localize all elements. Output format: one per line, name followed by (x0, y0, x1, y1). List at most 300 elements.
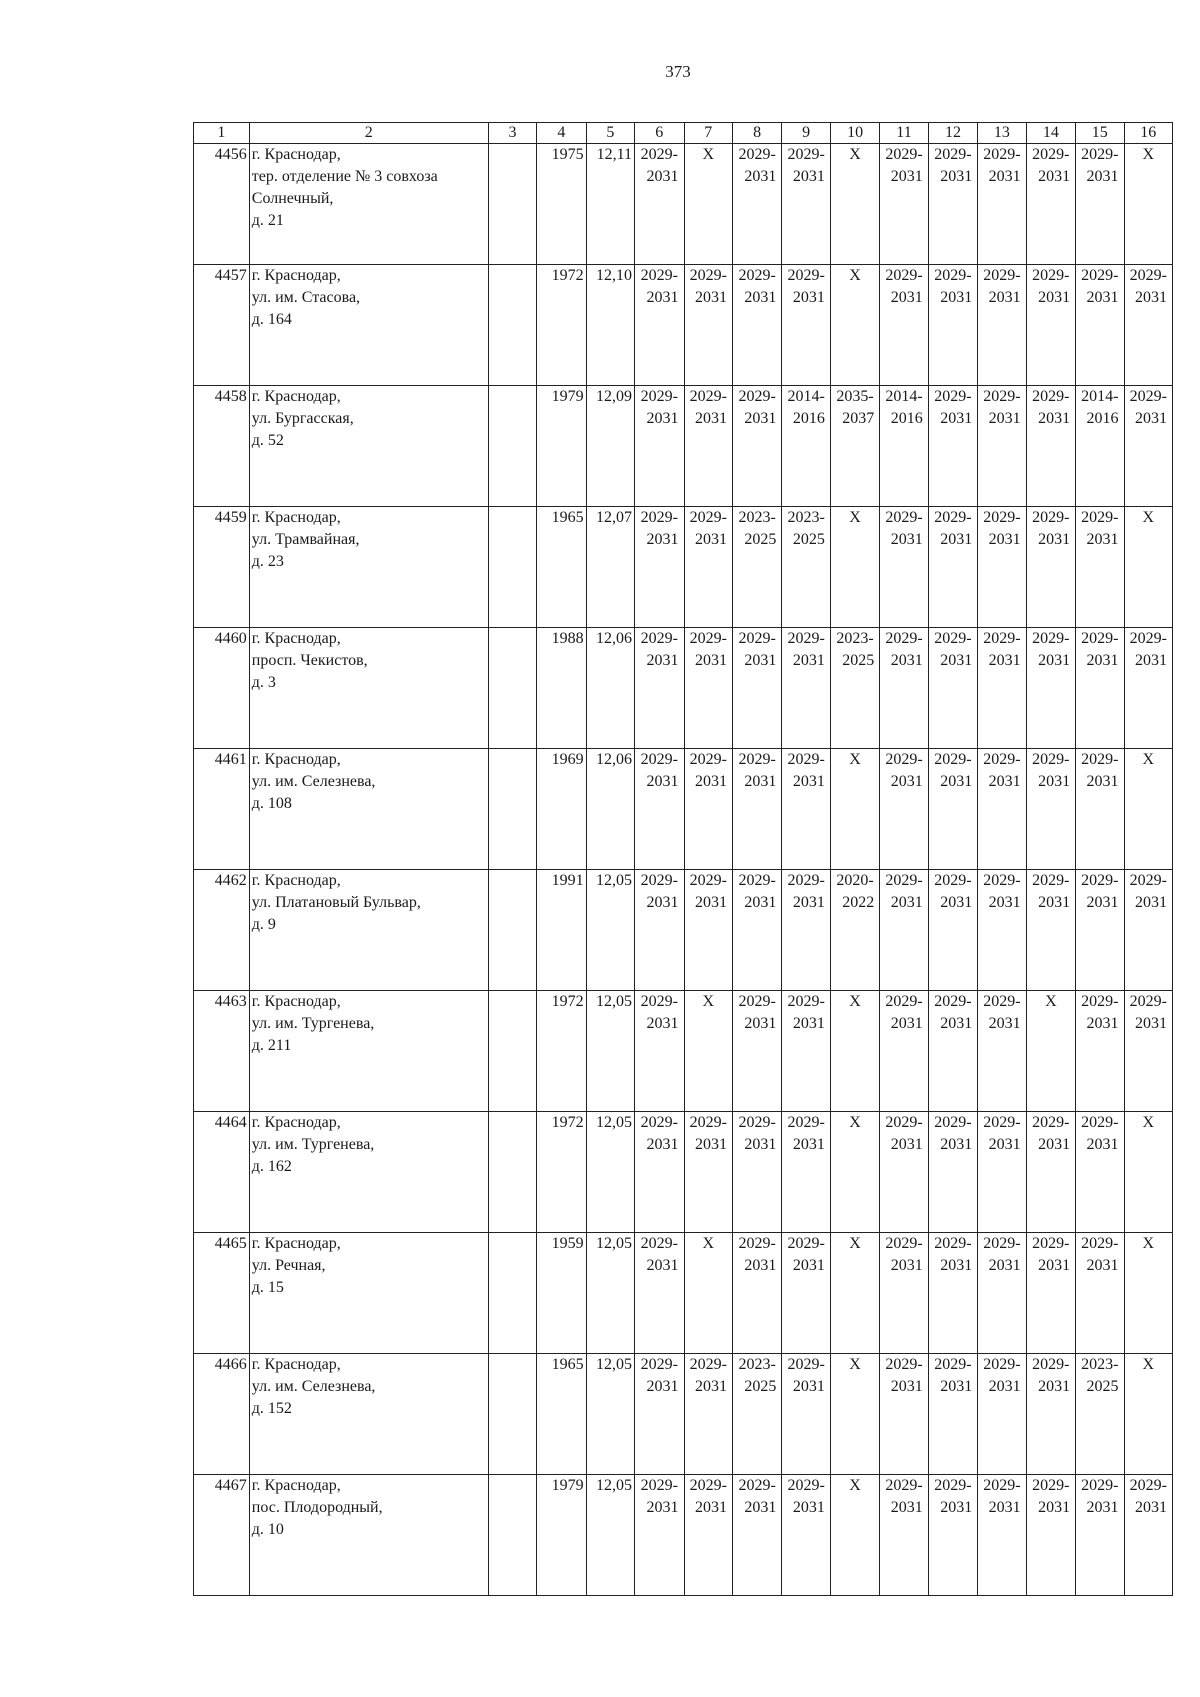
period-end: 2031 (646, 1378, 679, 1395)
period-cell (978, 870, 1026, 991)
period-cell (782, 1354, 830, 1475)
period-start: 2023- (738, 509, 776, 526)
period-cell (782, 265, 830, 386)
period-end: 2031 (744, 1499, 777, 1516)
period-start: 2029- (640, 872, 678, 889)
period-start: Х (849, 1477, 861, 1494)
address-line: д. 108 (251, 795, 292, 812)
period-end: 2031 (988, 1015, 1021, 1032)
row-number: 4463 (194, 991, 250, 1112)
address-line: г. Краснодар, (251, 388, 341, 405)
construction-year: 1972 (537, 991, 586, 1112)
period-end: 2031 (890, 894, 923, 911)
period-cell (928, 628, 977, 749)
period-start: 2014- (1081, 388, 1119, 405)
value-cell: 12,05 (586, 1112, 634, 1233)
address-line: д. 9 (251, 916, 276, 933)
period-cell (1026, 386, 1075, 507)
period-end: 2016 (1086, 410, 1119, 427)
period-start: 2029- (983, 509, 1021, 526)
period-end: 2031 (1038, 1257, 1071, 1274)
period-cell (1026, 265, 1075, 386)
table-row (194, 991, 1173, 1112)
period-cell (732, 628, 781, 749)
period-start: 2029- (640, 388, 678, 405)
column-number-12: 12 (928, 123, 977, 144)
period-cell (1026, 507, 1075, 628)
value-cell: 12,05 (586, 870, 634, 991)
period-start: 2029- (1032, 1114, 1070, 1131)
address-line: Солнечный, (251, 190, 334, 207)
period-cell (1076, 991, 1124, 1112)
period-cell (732, 507, 781, 628)
period-cell (928, 1354, 977, 1475)
period-start: Х (1142, 1356, 1155, 1373)
column-number-16: 16 (1124, 123, 1173, 144)
period-start: 2029- (983, 267, 1021, 284)
period-end: 2031 (792, 1257, 825, 1274)
row-number: 4466 (194, 1354, 250, 1475)
period-end: 2031 (940, 894, 973, 911)
construction-year: 1972 (537, 1112, 586, 1233)
period-start: Х (849, 267, 861, 284)
table-row (194, 265, 1173, 386)
period-end: 2031 (988, 1499, 1021, 1516)
period-cell (732, 1112, 781, 1233)
table-row (194, 144, 1173, 265)
period-end: 2031 (890, 773, 923, 790)
period-cell (830, 1233, 879, 1354)
period-cell (830, 144, 879, 265)
period-end: 2031 (1038, 1136, 1071, 1153)
construction-year: 1979 (537, 386, 586, 507)
column-number-2: 2 (249, 123, 488, 144)
period-cell (1076, 386, 1124, 507)
period-start: 2029- (885, 751, 923, 768)
period-start: 2023- (738, 1356, 776, 1373)
period-start: 2029- (787, 872, 825, 889)
period-end: 2031 (1135, 894, 1167, 911)
period-cell (880, 749, 928, 870)
period-start: 2029- (640, 509, 678, 526)
value-cell: 12,05 (586, 1475, 634, 1596)
period-end: 2031 (792, 652, 825, 669)
period-cell (830, 507, 879, 628)
column-number-row (194, 123, 1173, 144)
column-number-8: 8 (732, 123, 781, 144)
period-cell (880, 265, 928, 386)
period-end: 2031 (792, 1499, 825, 1516)
construction-year: 1979 (537, 1475, 586, 1596)
period-start: 2029- (640, 1114, 678, 1131)
period-start: 2029- (689, 872, 727, 889)
period-start: 2029- (983, 146, 1021, 163)
period-cell (782, 507, 830, 628)
address-line: д. 152 (251, 1400, 292, 1417)
period-end: 2031 (940, 410, 973, 427)
period-start: 2029- (885, 146, 923, 163)
period-cell (684, 991, 732, 1112)
period-cell (1026, 1233, 1075, 1354)
column-3-cell (488, 507, 536, 628)
period-start: 2029- (1129, 267, 1167, 284)
period-start: 2029- (934, 751, 972, 768)
period-end: 2016 (792, 410, 825, 427)
period-start: 2029- (1081, 751, 1119, 768)
period-start: 2029- (1129, 630, 1167, 647)
period-end: 2031 (646, 410, 679, 427)
period-cell (684, 870, 732, 991)
period-cell (928, 870, 977, 991)
column-3-cell (488, 265, 536, 386)
period-start: 2035- (836, 388, 874, 405)
table-row (194, 1112, 1173, 1233)
period-end: 2031 (792, 168, 825, 185)
period-end: 2016 (890, 410, 923, 427)
address-cell (249, 386, 488, 507)
period-cell (782, 870, 830, 991)
period-cell (880, 1112, 928, 1233)
period-end: 2031 (1038, 894, 1071, 911)
column-number-3: 3 (488, 123, 536, 144)
address-line: д. 15 (251, 1279, 284, 1296)
address-line: д. 164 (251, 311, 292, 328)
period-end: 2031 (646, 894, 679, 911)
period-cell (635, 1233, 684, 1354)
period-cell (732, 749, 781, 870)
period-start: 2029- (640, 267, 678, 284)
period-cell (830, 1475, 879, 1596)
period-cell (1026, 144, 1075, 265)
period-cell (732, 1475, 781, 1596)
period-cell (635, 265, 684, 386)
period-end: 2031 (988, 1378, 1021, 1395)
period-end: 2031 (694, 1136, 727, 1153)
period-cell (978, 1354, 1026, 1475)
column-3-cell (488, 628, 536, 749)
period-start: 2029- (689, 388, 727, 405)
period-end: 2031 (694, 410, 727, 427)
period-cell (1076, 1112, 1124, 1233)
period-cell (830, 1112, 879, 1233)
period-end: 2037 (842, 410, 875, 427)
period-cell (1026, 628, 1075, 749)
period-start: 2029- (934, 630, 972, 647)
period-start: 2029- (934, 388, 972, 405)
period-end: 2031 (1086, 1257, 1119, 1274)
period-cell (978, 144, 1026, 265)
period-cell (684, 1475, 732, 1596)
period-cell (635, 1475, 684, 1596)
table-body (194, 144, 1173, 1596)
period-cell (732, 1233, 781, 1354)
period-end: 2031 (1038, 168, 1071, 185)
period-cell (928, 507, 977, 628)
period-end: 2031 (890, 289, 923, 306)
period-cell (684, 1233, 732, 1354)
row-number: 4460 (194, 628, 250, 749)
period-end: 2031 (940, 168, 973, 185)
address-line: г. Краснодар, (251, 1114, 341, 1131)
period-cell (782, 144, 830, 265)
period-cell (1076, 144, 1124, 265)
column-number-5: 5 (586, 123, 634, 144)
address-line: тер. отделение № 3 совхоза (251, 168, 438, 185)
period-start: 2029- (1032, 630, 1070, 647)
period-end: 2031 (1135, 410, 1167, 427)
period-start: 2029- (983, 751, 1021, 768)
period-start: 2029- (1081, 1477, 1119, 1494)
period-end: 2031 (694, 652, 727, 669)
period-cell (732, 386, 781, 507)
period-start: 2029- (738, 146, 776, 163)
period-cell (830, 265, 879, 386)
period-end: 2031 (744, 652, 777, 669)
row-number: 4467 (194, 1475, 250, 1596)
period-start: 2020- (836, 872, 874, 889)
period-cell (830, 1354, 879, 1475)
period-cell (684, 507, 732, 628)
column-3-cell (488, 1112, 536, 1233)
period-start: 2029- (934, 1356, 972, 1373)
period-end: 2031 (1135, 289, 1167, 306)
period-start: 2029- (689, 1477, 727, 1494)
period-cell (1026, 749, 1075, 870)
address-cell (249, 1112, 488, 1233)
period-cell (782, 1112, 830, 1233)
period-start: 2029- (1081, 872, 1119, 889)
address-line: г. Краснодар, (251, 751, 341, 768)
value-cell: 12,09 (586, 386, 634, 507)
period-start: 2029- (640, 751, 678, 768)
period-cell (1124, 144, 1173, 265)
period-cell (684, 144, 732, 265)
period-end: 2031 (694, 773, 727, 790)
period-end: 2031 (1086, 652, 1119, 669)
period-start: Х (849, 1114, 861, 1131)
period-cell (684, 265, 732, 386)
period-cell (684, 386, 732, 507)
period-cell (978, 1233, 1026, 1354)
period-start: 2029- (983, 1114, 1021, 1131)
period-start: 2029- (983, 993, 1021, 1010)
value-cell: 12,06 (586, 628, 634, 749)
row-number: 4461 (194, 749, 250, 870)
period-cell (1026, 1354, 1075, 1475)
period-cell (928, 1112, 977, 1233)
period-start: 2029- (1081, 509, 1119, 526)
period-start: 2029- (1081, 993, 1119, 1010)
period-start: 2029- (787, 1477, 825, 1494)
address-cell (249, 991, 488, 1112)
period-start: 2029- (1032, 388, 1070, 405)
period-end: 2031 (940, 289, 973, 306)
construction-year: 1969 (537, 749, 586, 870)
address-line: д. 162 (251, 1158, 292, 1175)
period-start: Х (849, 146, 861, 163)
period-cell (1076, 1354, 1124, 1475)
period-end: 2031 (940, 652, 973, 669)
period-cell (928, 144, 977, 265)
housing-register-table (193, 122, 1173, 1596)
address-line: ул. Трамвайная, (251, 531, 360, 548)
period-start: 2029- (640, 1356, 678, 1373)
period-start: 2029- (983, 1477, 1021, 1494)
period-cell (830, 628, 879, 749)
column-3-cell (488, 991, 536, 1112)
period-cell (782, 1475, 830, 1596)
period-end: 2031 (744, 894, 777, 911)
column-number-13: 13 (978, 123, 1026, 144)
row-number: 4464 (194, 1112, 250, 1233)
page-number: 373 (665, 62, 691, 81)
period-end: 2031 (792, 1136, 825, 1153)
address-line: ул. им. Тургенева, (251, 1136, 375, 1153)
period-end: 2031 (988, 894, 1021, 911)
period-start: 2029- (885, 1477, 923, 1494)
period-cell (635, 749, 684, 870)
address-line: д. 52 (251, 432, 284, 449)
value-cell: 12,05 (586, 991, 634, 1112)
period-end: 2031 (646, 773, 679, 790)
period-start: 2029- (1081, 630, 1119, 647)
period-start: Х (849, 751, 861, 768)
period-start: 2029- (640, 993, 678, 1010)
period-end: 2031 (940, 1499, 973, 1516)
period-end: 2031 (940, 1257, 973, 1274)
address-line: г. Краснодар, (251, 1477, 341, 1494)
period-start: Х (849, 993, 861, 1010)
period-start: 2029- (1032, 1477, 1070, 1494)
period-cell (1124, 1354, 1173, 1475)
table-row (194, 1475, 1173, 1596)
address-line: д. 23 (251, 553, 284, 570)
column-3-cell (488, 749, 536, 870)
period-end: 2031 (1135, 652, 1167, 669)
address-cell (249, 507, 488, 628)
column-3-cell (488, 870, 536, 991)
period-cell (880, 1233, 928, 1354)
period-cell (1124, 1233, 1173, 1354)
period-start: 2029- (738, 630, 776, 647)
period-end: 2031 (1038, 410, 1071, 427)
period-end: 2031 (940, 773, 973, 790)
period-start: 2029- (934, 872, 972, 889)
address-line: ул. Платановый Бульвар, (251, 894, 421, 911)
period-end: 2031 (940, 531, 973, 548)
row-number: 4457 (194, 265, 250, 386)
address-line: ул. Речная, (251, 1257, 326, 1274)
period-end: 2031 (1038, 1499, 1071, 1516)
address-line: г. Краснодар, (251, 146, 341, 163)
period-cell (1124, 1112, 1173, 1233)
period-start: 2029- (934, 993, 972, 1010)
period-start: Х (702, 993, 714, 1010)
period-cell (732, 1354, 781, 1475)
period-start: 2029- (885, 1235, 923, 1252)
period-end: 2025 (744, 1378, 777, 1395)
address-line: пос. Плодородный, (251, 1499, 383, 1516)
period-start: 2023- (1081, 1356, 1119, 1373)
period-end: 2025 (842, 652, 875, 669)
value-cell: 12,05 (586, 1233, 634, 1354)
address-line: ул. им. Селезнева, (251, 773, 376, 790)
column-number-15: 15 (1076, 123, 1124, 144)
column-number-4: 4 (537, 123, 586, 144)
period-cell (978, 1112, 1026, 1233)
period-start: 2029- (934, 1114, 972, 1131)
period-start: 2029- (885, 993, 923, 1010)
period-start: 2014- (787, 388, 825, 405)
period-end: 2031 (744, 1136, 777, 1153)
period-end: 2031 (988, 1257, 1021, 1274)
period-end: 2022 (842, 894, 875, 911)
period-cell (1076, 1475, 1124, 1596)
address-line: ул. Бургасская, (251, 410, 354, 427)
period-cell (732, 144, 781, 265)
period-start: 2029- (1081, 267, 1119, 284)
period-cell (782, 1233, 830, 1354)
period-cell (978, 507, 1026, 628)
table-row (194, 870, 1173, 991)
period-start: Х (702, 146, 714, 163)
period-end: 2031 (694, 1378, 727, 1395)
period-start: 2029- (885, 267, 923, 284)
address-cell (249, 265, 488, 386)
address-line: г. Краснодар, (251, 1235, 341, 1252)
period-end: 2031 (1086, 168, 1119, 185)
period-start: Х (1045, 993, 1057, 1010)
period-end: 2031 (890, 1257, 923, 1274)
period-start: 2029- (787, 267, 825, 284)
period-end: 2031 (646, 1015, 679, 1032)
address-cell (249, 870, 488, 991)
period-end: 2031 (940, 1015, 973, 1032)
period-cell (1026, 870, 1075, 991)
period-end: 2031 (988, 773, 1021, 790)
period-cell (880, 1475, 928, 1596)
period-cell (1076, 265, 1124, 386)
period-cell (635, 1354, 684, 1475)
address-cell (249, 628, 488, 749)
period-start: 2029- (640, 630, 678, 647)
period-end: 2031 (744, 1257, 777, 1274)
period-start: Х (1142, 751, 1155, 768)
period-end: 2031 (792, 1378, 825, 1395)
period-end: 2031 (988, 410, 1021, 427)
period-cell (1076, 628, 1124, 749)
period-start: Х (849, 509, 861, 526)
period-end: 2031 (744, 289, 777, 306)
period-start: Х (1142, 146, 1155, 163)
period-end: 2031 (1038, 289, 1071, 306)
period-start: Х (1142, 1114, 1155, 1131)
period-start: 2029- (689, 509, 727, 526)
period-cell (1076, 870, 1124, 991)
table-row (194, 1233, 1173, 1354)
period-cell (880, 144, 928, 265)
period-cell (635, 507, 684, 628)
period-cell (978, 1475, 1026, 1596)
period-start: 2029- (1032, 267, 1070, 284)
period-start: Х (1142, 509, 1155, 526)
row-number: 4459 (194, 507, 250, 628)
construction-year: 1965 (537, 507, 586, 628)
period-cell (880, 1354, 928, 1475)
period-end: 2031 (1086, 1136, 1119, 1153)
period-cell (928, 749, 977, 870)
period-cell (635, 628, 684, 749)
